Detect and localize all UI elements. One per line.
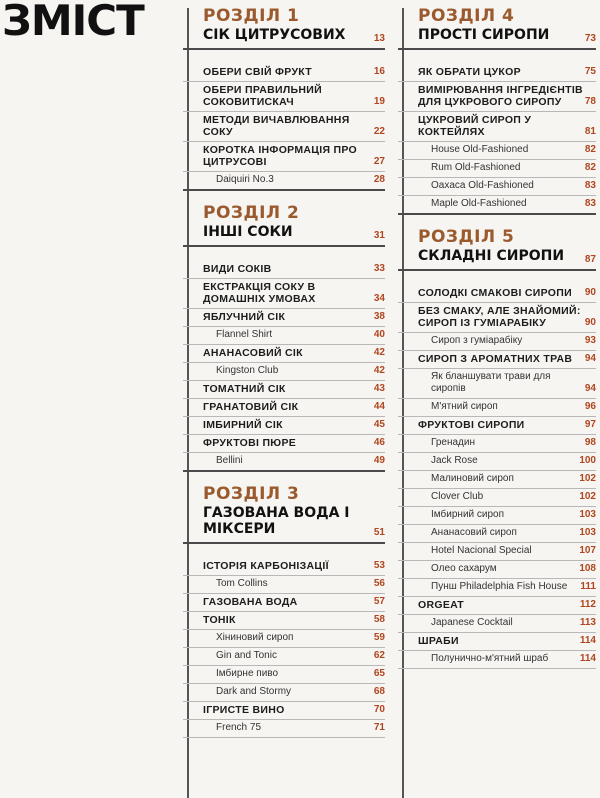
toc-entry[interactable] [398, 507, 596, 525]
spacer [183, 544, 385, 558]
toc-entry[interactable] [398, 160, 596, 178]
section-title: СІК ЦИТРУСОВИХ [203, 27, 346, 43]
page-number: 90 [584, 316, 596, 328]
page-number: 70 [373, 704, 385, 716]
entry-label: ЯК ОБРАТИ ЦУКОР [418, 65, 521, 78]
page-number: 102 [579, 490, 596, 502]
entry-label: Імбирний сироп [431, 508, 505, 520]
page-number: 13 [373, 32, 385, 44]
page-number: 71 [373, 722, 385, 734]
page-number: 45 [373, 418, 385, 430]
toc-entry[interactable] [183, 648, 385, 666]
section-title: ПРОСТІ СИРОПИ [418, 27, 550, 43]
page-number: 33 [373, 262, 385, 274]
page-number: 56 [373, 578, 385, 590]
section-number: РОЗДІЛ 3 [203, 483, 300, 504]
entry-label: ФРУКТОВІ СИРОПИ [418, 418, 525, 431]
toc-entry[interactable] [398, 196, 596, 215]
toc-entry[interactable] [398, 333, 596, 351]
page-number: 68 [373, 686, 385, 698]
entry-label: Tom Collins [216, 578, 268, 590]
section-header[interactable] [183, 222, 385, 247]
toc-column-right [398, 8, 596, 669]
section-number: РОЗДІЛ 5 [418, 226, 515, 247]
entry-label: ОБЕРИ СВІЙ ФРУКТ [203, 65, 312, 78]
toc-entry[interactable] [183, 453, 385, 472]
page-number: 75 [584, 65, 596, 77]
entry-label: Ананасовий сироп [431, 526, 517, 538]
entry-label: Як бланшувати трави для сиропів [431, 370, 551, 394]
page-number: 112 [579, 598, 596, 610]
section-number: РОЗДІЛ 2 [203, 202, 300, 223]
toc-entry[interactable] [398, 82, 596, 112]
entry-label: ГРАНАТОВИЙ СІК [203, 400, 299, 413]
entry-label: ГАЗОВАНА ВОДА [203, 596, 298, 609]
toc-entry[interactable] [398, 178, 596, 196]
toc-entry[interactable] [398, 64, 596, 82]
page-number: 94 [584, 382, 596, 394]
page-number: 82 [584, 161, 596, 173]
toc-entry[interactable] [183, 279, 385, 309]
toc-entry[interactable] [183, 666, 385, 684]
page-number: 38 [373, 310, 385, 322]
section-number: РОЗДІЛ 4 [418, 6, 515, 26]
toc-entry[interactable] [398, 615, 596, 633]
page-number: 27 [373, 155, 385, 167]
section-s3 [183, 483, 385, 739]
entry-label: Clover Club [431, 490, 484, 502]
toc-entry[interactable] [183, 417, 385, 435]
toc-entry[interactable] [398, 561, 596, 579]
toc-entry[interactable] [183, 381, 385, 399]
toc-entry[interactable] [398, 285, 596, 303]
page-number: 96 [584, 400, 596, 412]
section-header[interactable] [398, 25, 596, 50]
entry-label: ФРУКТОВІ ПЮРЕ [203, 436, 297, 449]
toc-entry[interactable] [183, 612, 385, 630]
page-title: ЗМІСТ [2, 0, 144, 45]
entry-label: БЕЗ СМАКУ, АЛЕ ЗНАЙОМИЙ: СИРОП ІЗ ГУМІАРАБІКУ [418, 304, 581, 329]
page-number: 40 [373, 328, 385, 340]
toc-entry[interactable] [183, 327, 385, 345]
entry-label: ЕКСТРАКЦІЯ СОКУ В ДОМАШНІХ УМОВАХ [203, 280, 316, 305]
toc-entry[interactable] [183, 82, 385, 112]
page-number: 107 [579, 544, 596, 556]
page-number: 90 [584, 286, 596, 298]
section-s4 [398, 8, 596, 215]
toc-entry[interactable] [398, 489, 596, 507]
toc-entry[interactable] [398, 651, 596, 669]
entry-label: СИРОП З АРОМАТНИХ ТРАВ [418, 352, 573, 365]
page-number: 103 [579, 526, 596, 538]
page-number: 82 [584, 143, 596, 155]
page-number: 49 [373, 454, 385, 466]
entry-label: Малиновий сироп [431, 472, 514, 484]
page-number: 58 [373, 614, 385, 626]
toc-entry[interactable] [398, 112, 596, 142]
entry-label: Пунш Philadelphia Fish House [431, 580, 568, 592]
section-s1 [183, 8, 385, 191]
entry-label: Полунично-м'ятний шраб [431, 652, 549, 664]
toc-entry[interactable] [183, 630, 385, 648]
page-number: 97 [584, 418, 596, 430]
entry-label: Gin and Tonic [216, 650, 277, 662]
toc-entry[interactable] [398, 633, 596, 651]
entry-label: СОЛОДКІ СМАКОВІ СИРОПИ [418, 286, 572, 299]
section-header[interactable] [183, 503, 385, 545]
page-number: 59 [373, 632, 385, 644]
toc-entry[interactable] [398, 543, 596, 561]
entry-label: ІМБИРНИЙ СІК [203, 418, 283, 431]
entry-label: ТОНІК [203, 614, 236, 627]
spacer [183, 247, 385, 261]
entry-label: Dark and Stormy [216, 686, 292, 698]
page-number: 83 [584, 179, 596, 191]
entry-label: ЦУКРОВИЙ СИРОП У КОКТЕЙЛЯХ [418, 113, 532, 138]
toc-entry[interactable] [183, 64, 385, 82]
entry-label: КОРОТКА ІНФОРМАЦІЯ ПРО ЦИТРУСОВІ [203, 143, 357, 168]
page-number: 114 [579, 634, 596, 646]
entry-label: Oaxaca Old-Fashioned [431, 179, 534, 191]
toc-entry[interactable] [183, 142, 385, 172]
entry-label: French 75 [216, 722, 262, 734]
page-number: 31 [373, 229, 385, 241]
section-title: ІНШІ СОКИ [203, 223, 293, 240]
page-number: 19 [373, 95, 385, 107]
entry-label: Rum Old-Fashioned [431, 161, 521, 173]
toc-entry[interactable] [183, 702, 385, 720]
page-number: 113 [579, 616, 596, 628]
entry-label: М'ятний сироп [431, 400, 498, 412]
entry-label: ОБЕРИ ПРАВИЛЬНИЙ СОКОВИТИСКАЧ [203, 83, 322, 108]
section-title: ГАЗОВАНА ВОДА І МІКСЕРИ [203, 504, 350, 538]
entry-label: ШРАБИ [418, 634, 459, 647]
entry-label: Гренадин [431, 436, 476, 448]
page-number: 62 [373, 650, 385, 662]
toc-entry[interactable] [398, 579, 596, 597]
entry-label: ІГРИСТЕ ВИНО [203, 704, 285, 717]
toc-entry[interactable] [398, 471, 596, 489]
toc-entry[interactable] [398, 453, 596, 471]
page-number: 98 [584, 436, 596, 448]
toc-entry[interactable] [183, 594, 385, 612]
entry-label: Сироп з гуміарабіку [431, 334, 523, 346]
toc-entry[interactable] [183, 345, 385, 363]
page-number: 44 [373, 400, 385, 412]
entry-label: Імбирне пиво [216, 668, 279, 680]
entry-label: Bellini [216, 454, 243, 466]
page-number: 22 [373, 125, 385, 137]
page-number: 65 [373, 668, 385, 680]
page-number: 57 [373, 596, 385, 608]
entry-label: ВИМІРЮВАННЯ ІНГРЕДІЄНТІВ ДЛЯ ЦУКРОВОГО СИРОПУ [418, 83, 583, 108]
toc-entry[interactable] [183, 684, 385, 702]
entry-label: ТОМАТНИЙ СІК [203, 382, 286, 395]
page-number: 73 [584, 32, 596, 44]
page-number: 51 [373, 527, 385, 539]
toc-entry[interactable] [183, 309, 385, 327]
toc-entry[interactable] [183, 363, 385, 381]
section-header[interactable] [183, 25, 385, 50]
entry-label: ІСТОРІЯ КАРБОНІЗАЦІЇ [203, 560, 329, 573]
section-header[interactable] [398, 246, 596, 271]
section-s2 [183, 202, 385, 472]
toc-entry[interactable] [398, 369, 596, 399]
entry-label: АНАНАСОВИЙ СІК [203, 346, 303, 359]
entry-label: House Old-Fashioned [431, 143, 529, 155]
entry-label: Flannel Shirt [216, 328, 273, 340]
section-s5 [398, 226, 596, 669]
entry-label: ЯБЛУЧНИЙ СІК [203, 310, 286, 323]
entry-label: МЕТОДИ ВИЧАВЛЮВАННЯ СОКУ [203, 113, 350, 138]
toc-entry[interactable] [398, 435, 596, 453]
entry-label: Hotel Nacional Special [431, 544, 532, 556]
page-number: 53 [373, 560, 385, 572]
entry-label: Олео сахарум [431, 562, 497, 574]
entry-label: Daiquiri No.3 [216, 173, 274, 185]
toc-entry[interactable] [183, 112, 385, 142]
page-number: 111 [580, 580, 596, 592]
toc-entry[interactable] [398, 525, 596, 543]
entry-label: Kingston Club [216, 364, 279, 376]
page-number: 28 [373, 173, 385, 185]
page-number: 93 [584, 334, 596, 346]
page-number: 42 [373, 346, 385, 358]
toc-entry[interactable] [398, 597, 596, 615]
spacer [398, 271, 596, 285]
entry-label: ORGEAT [418, 598, 464, 611]
toc-entry[interactable] [183, 435, 385, 453]
toc-entry[interactable] [183, 558, 385, 576]
page-number: 78 [584, 95, 596, 107]
page-number: 108 [579, 562, 596, 574]
toc-entry[interactable] [398, 142, 596, 160]
toc-entry[interactable] [398, 351, 596, 369]
entry-label: Japanese Cocktail [431, 616, 513, 628]
page-number: 34 [373, 292, 385, 304]
entry-label: Хіниновий сироп [216, 632, 294, 644]
spacer [183, 50, 385, 64]
section-title: СКЛАДНІ СИРОПИ [418, 247, 565, 264]
page-number: 42 [373, 364, 385, 376]
page-number: 16 [373, 65, 385, 77]
page-number: 94 [584, 352, 596, 364]
toc-entry[interactable] [183, 261, 385, 279]
page-number: 81 [584, 125, 596, 137]
entry-label: ВИДИ СОКІВ [203, 262, 272, 275]
spacer [398, 50, 596, 64]
toc-entry[interactable] [398, 303, 596, 333]
page-number: 43 [373, 382, 385, 394]
toc-entry[interactable] [398, 399, 596, 417]
entry-label: Maple Old-Fashioned [431, 197, 527, 209]
page-number: 87 [584, 253, 596, 265]
toc-entry[interactable] [398, 417, 596, 435]
toc-column-left [183, 8, 385, 738]
section-number: РОЗДІЛ 1 [203, 6, 300, 26]
page-number: 102 [579, 472, 596, 484]
page-number: 103 [579, 508, 596, 520]
page-number: 100 [579, 454, 596, 466]
page-number: 46 [373, 436, 385, 448]
toc-entry[interactable] [183, 576, 385, 594]
page-number: 114 [579, 652, 596, 664]
toc-entry[interactable] [183, 172, 385, 191]
page-number: 83 [584, 197, 596, 209]
toc-entry[interactable] [183, 399, 385, 417]
toc-entry[interactable] [183, 720, 385, 738]
entry-label: Jack Rose [431, 454, 478, 466]
